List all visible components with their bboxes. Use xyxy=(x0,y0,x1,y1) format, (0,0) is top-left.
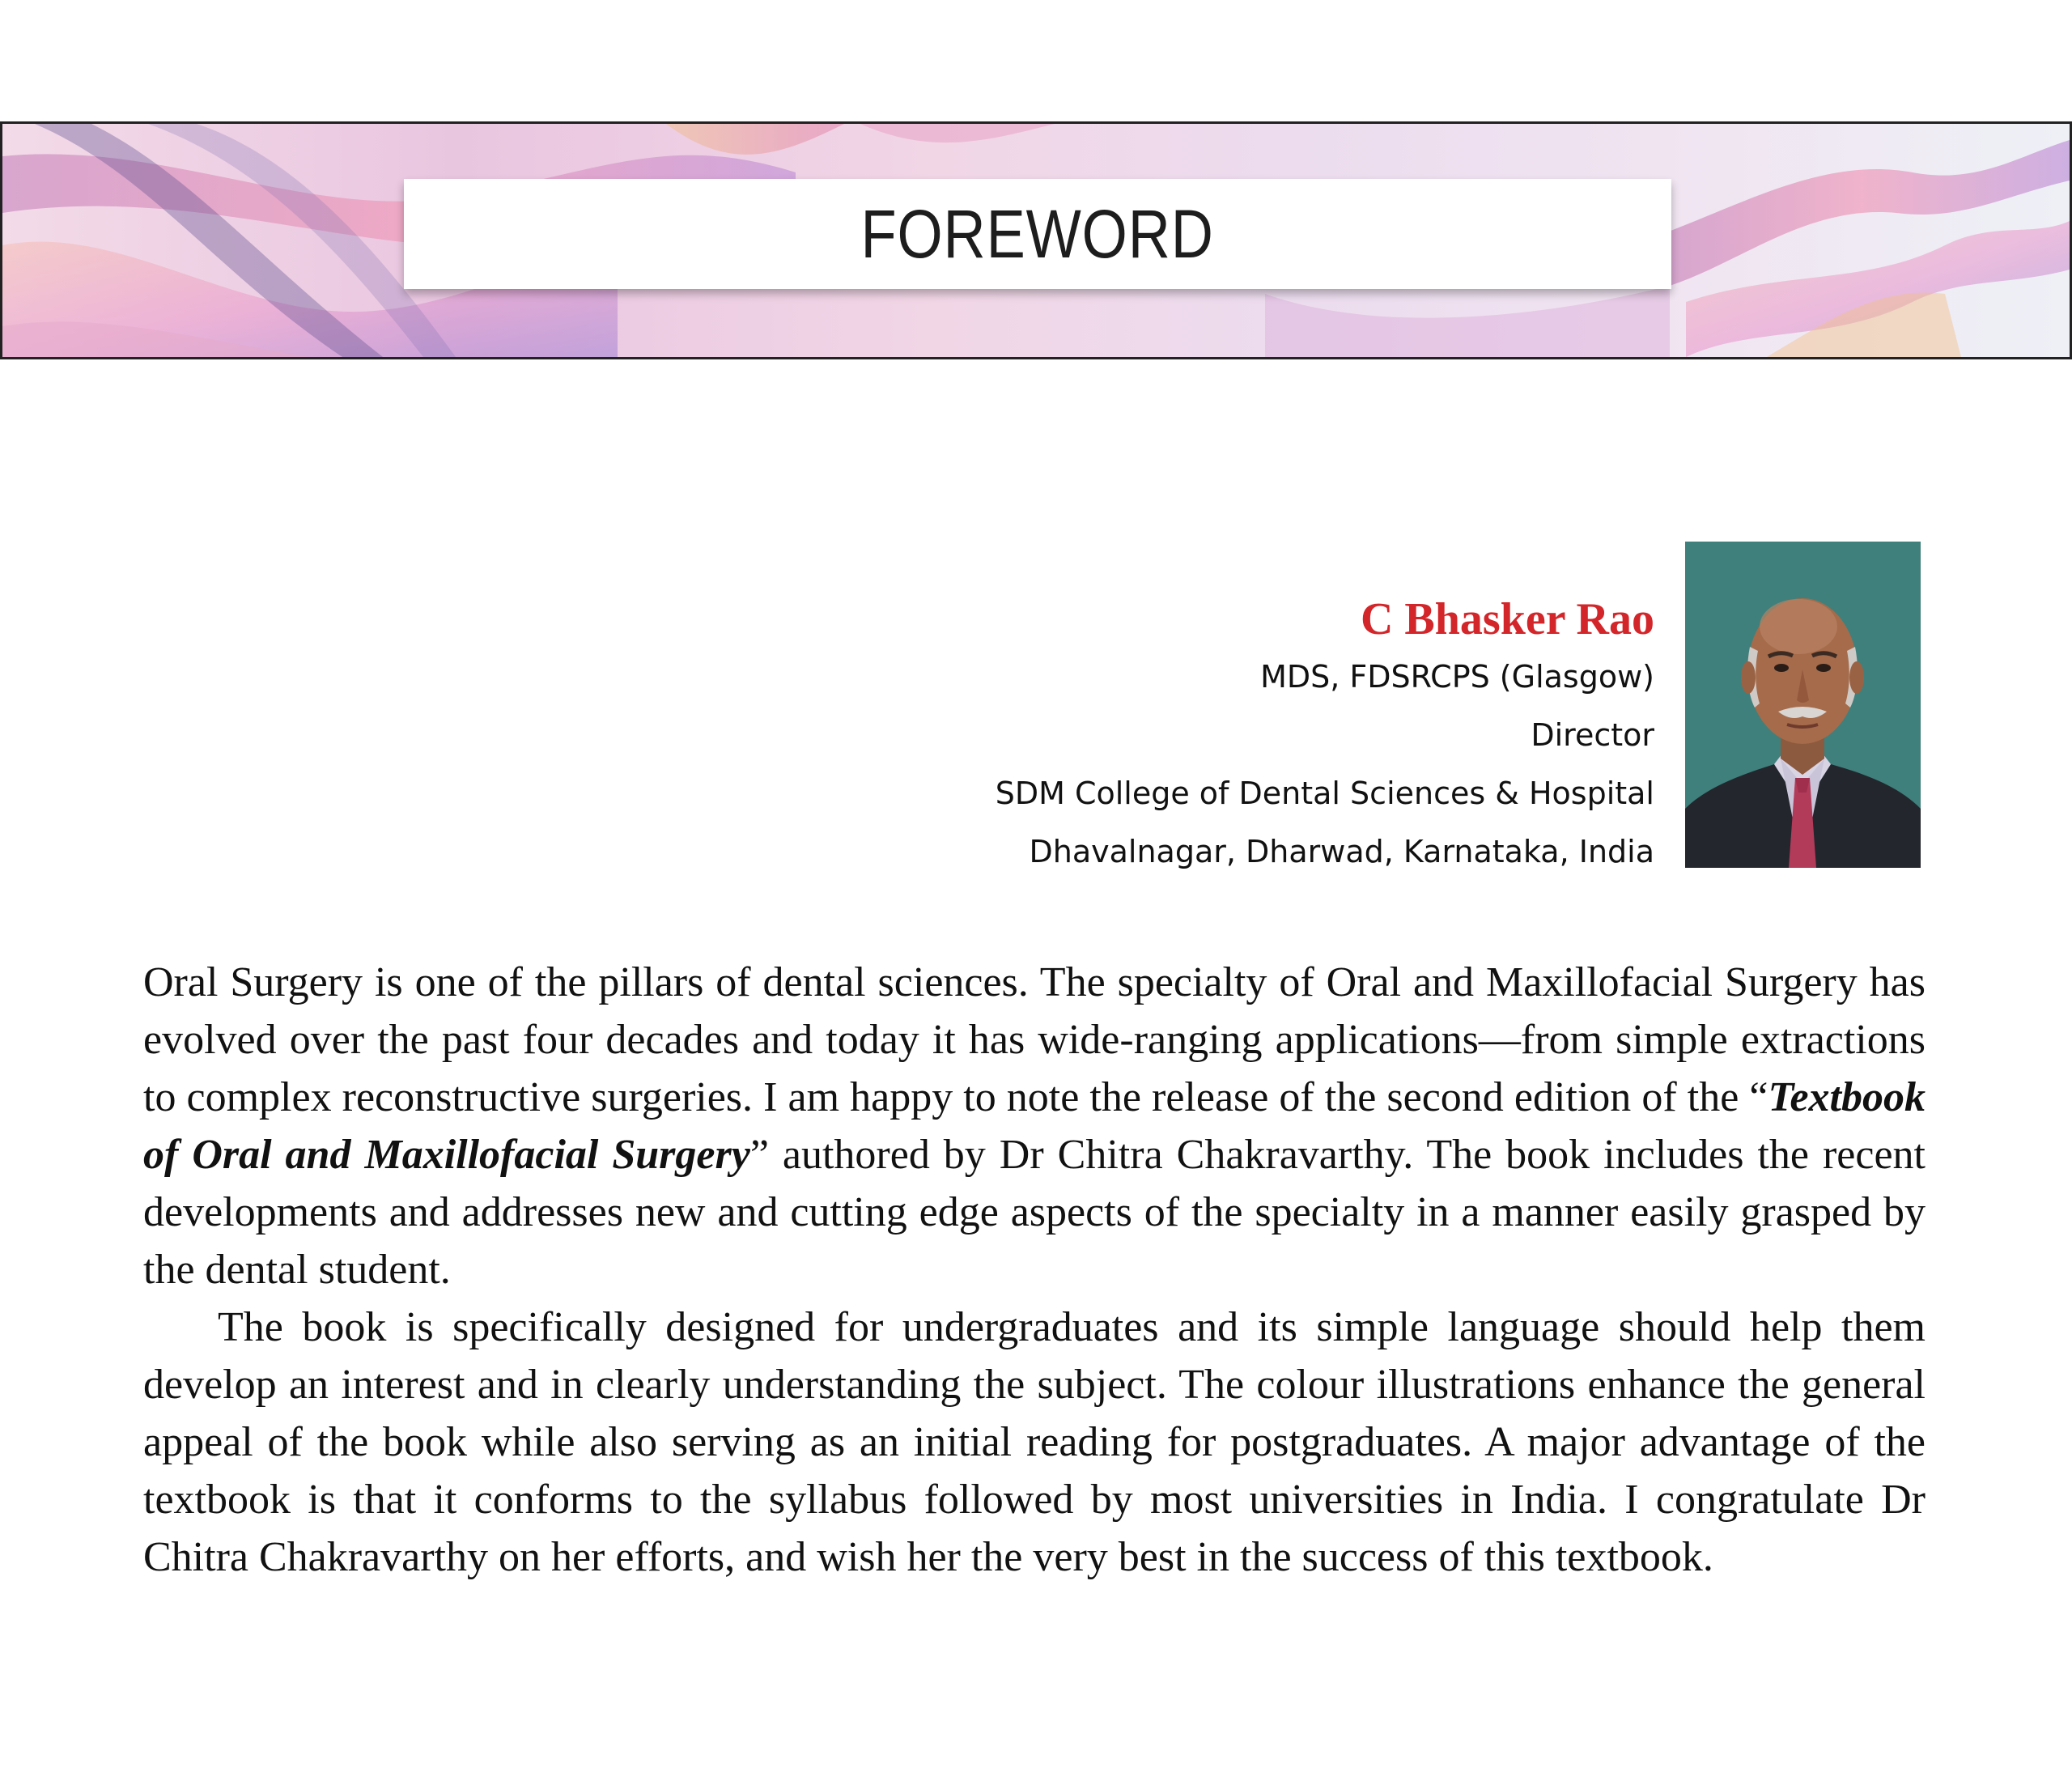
paragraph-1-after: ” authored by Dr Chitra Chakravarthy. The book includes the recent developments and addresses new and cutting edge aspects of the specialty in a manner easily grasped by the dental student. xyxy=(143,1132,1926,1293)
author-qualifications: MDS, FDSRCPS (Glasgow) xyxy=(1260,659,1654,695)
author-position: Director xyxy=(1531,717,1654,753)
author-institution: SDM College of Dental Sciences & Hospital xyxy=(995,776,1654,811)
author-name: C Bhasker Rao xyxy=(1360,594,1654,644)
paragraph-2: The book is specifically designed for undergraduates and its simple language should help them develop an interest and in clearly understanding the subject. The colour illustrations enhance the general appeal of the book while also serving as an initial reading for postgraduates. A major advantage of the textbook is that it conforms to the syllabus followed by most universities in India. I congratulate Dr Chitra Chakravarthy on her efforts, and wish her the very best in the success of this textbook. xyxy=(143,1304,1926,1580)
paragraph-1 xyxy=(143,954,1926,1298)
author-portrait xyxy=(1685,542,1921,868)
title-box xyxy=(404,179,1671,289)
portrait-illustration xyxy=(1685,542,1921,868)
book-title: Textbook of Oral and Maxillofacial Surgery xyxy=(143,1074,1926,1178)
foreword-banner xyxy=(0,121,2072,359)
page-title: FOREWORD xyxy=(860,195,1215,272)
foreword-body xyxy=(143,954,1926,1586)
paragraph-1-before: Oral Surgery is one of the pillars of dental sciences. The specialty of Oral and Maxillofacial Surgery has evolved over the past four decades and today it has wide-ranging applications—from simple extractions to complex reconstructive surgeries. I am happy to note the release of the second edition of the “ xyxy=(143,959,1926,1120)
author-block xyxy=(996,591,1654,881)
author-location: Dhavalnagar, Dharwad, Karnataka, India xyxy=(1029,834,1654,869)
